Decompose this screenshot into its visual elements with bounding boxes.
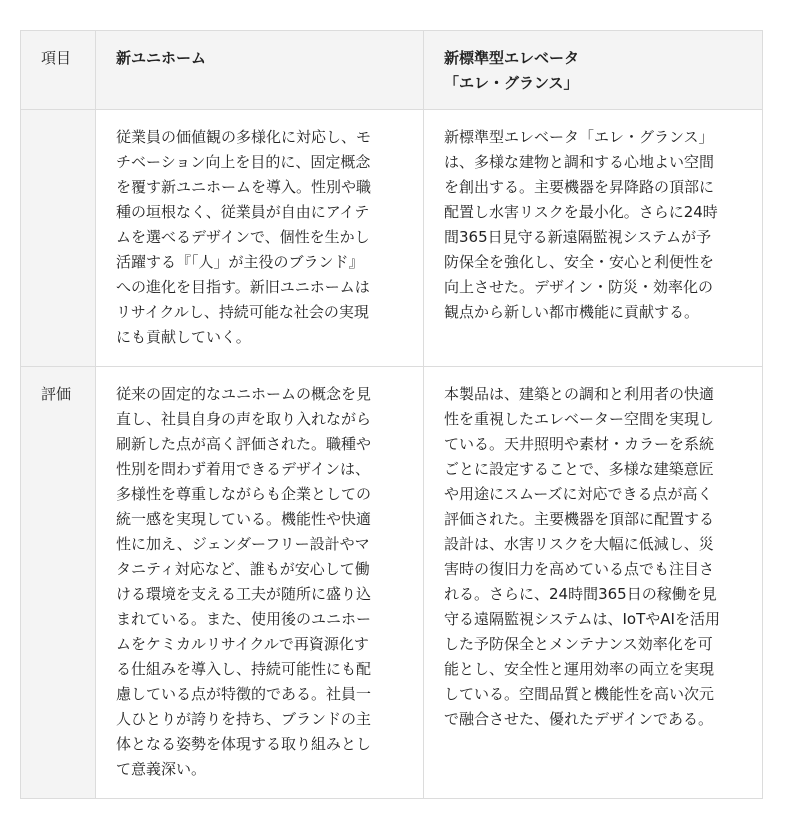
table-row-evaluation [21,367,763,799]
cell-elevator-description [424,110,763,367]
comparison-table [20,30,763,799]
header-elevator-line1: 新標準型エレベータ [444,49,580,67]
header-item-text: 項目 [41,49,72,67]
table-row-overview [21,110,763,367]
cell-uniform-description [96,110,424,367]
cell-elevator-evaluation [424,367,763,799]
row-label-evaluation-text: 評価 [41,385,72,403]
cell-elevator-description-text: 新標準型エレベータ「エレ・グランス」 は、多様な建物と調和する心地よい空間 を創出する。主要機器を昇降路の頂部に 配置し水害リスクを最小化。さらに24時 間365日見守る新遠隔監視システムが予 防保全を強化し、安全・安心と利便性を 向上させた。デザイン・防災・効率化の 観点から新しい都市機能に貢献する。 [444,128,718,321]
cell-uniform-description-text: 従業員の価値観の多様化に対応し、モ チベーション向上を目的に、固定概念 を覆す新ユニホームを導入。性別や職 種の垣根なく、従業員が自由にアイテ ムを選べるデザインで、個性を生かし 活躍する『「人」が主役のブランド』 への進化を目指す。新旧ユニホームは リサイクルし、持続可能な社会の実現 にも貢献していく。 [116,128,372,346]
header-new-uniform [96,31,424,110]
header-new-uniform-text: 新ユニホーム [116,49,207,67]
row-label [21,110,96,367]
header-elevator [424,31,763,110]
cell-uniform-evaluation-text: 従来の固定的なユニホームの概念を見 直し、社員自身の声を取り入れながら 刷新した点が高く評価された。職種や 性別を問わず着用できるデザインは、 多様性を尊重しながらも企業としての 統一感を実現している。機能性や快適 性に加え、ジェンダーフリー設計やマ タニティ対応など、誰もが安心して働 ける環境を支える工夫が随所に盛り込 まれている。また、使用後のユニホー ムをケミカルリサイクルで再資源化す る仕組みを導入し、持続可能性にも配 慮している点が特徴的である。社員一 人ひとりが誇りを持ち、ブランドの主 体となる姿勢を体現する取り組みとし て意義深い。 [116,385,372,778]
header-item-label [21,31,96,110]
table-header-row [21,31,763,110]
row-label-evaluation [21,367,96,799]
cell-elevator-evaluation-text: 本製品は、建築との調和と利用者の快適 性を重視したエレベーター空間を実現し ている。天井照明や素材・カラーを系統 ごとに設定することで、多様な建築意匠 や用途にスムーズに対応できる点が高く 評価された。主要機器を頂部に配置する 設計は、水害リスクを大幅に低減し、災 害時の復旧力を高めている点でも注目さ れる。さらに、24時間365日の稼働を見 守る遠隔監視システムは、IoTやAIを活用 した予防保全とメンテナンス効率化を可 能とし、安全性と運用効率の両立を実現 している。空間品質と機能性を高い次元 で融合させた、優れたデザインである。 [444,385,720,728]
header-elevator-line2: 「エレ・グランス」 [444,74,579,92]
cell-uniform-evaluation [96,367,424,799]
